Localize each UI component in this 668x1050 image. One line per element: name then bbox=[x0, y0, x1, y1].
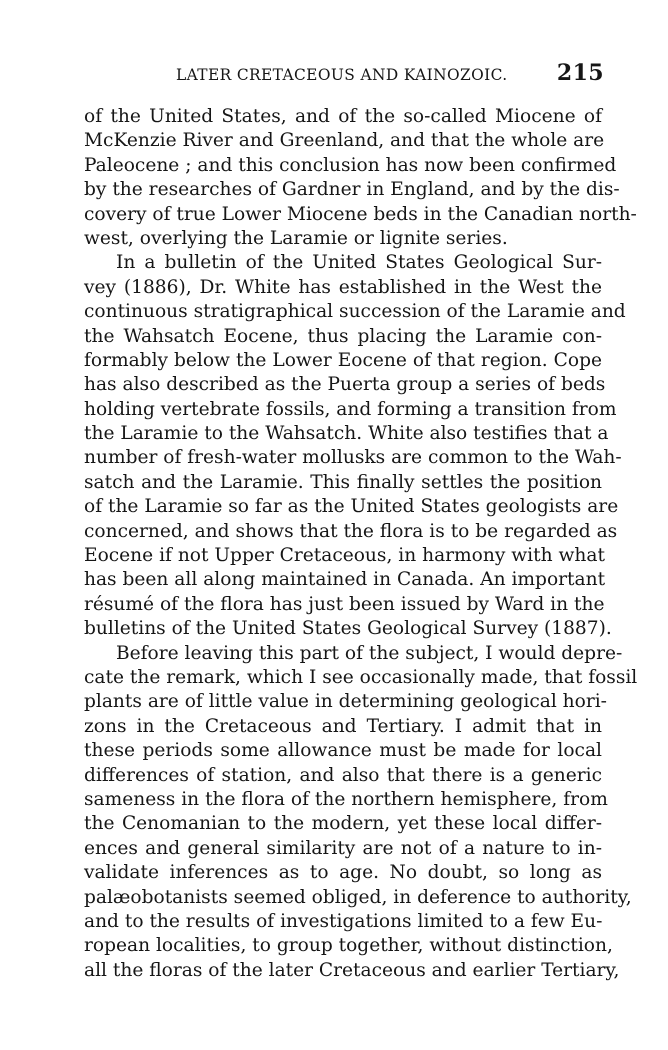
text-line: Paleocene ; and this conclusion has now been confirmed bbox=[84, 154, 617, 176]
text-line: sameness in the flora of the northern hemisphere, from bbox=[84, 788, 608, 810]
text-line: by the researches of Gardner in England, and by the dis- bbox=[84, 179, 620, 201]
text-line: the Cenomanian to the modern, yet these local differ- bbox=[84, 813, 602, 835]
text-line: differences of station, and also that there is a generic bbox=[84, 764, 602, 786]
text-line: covery of true Lower Miocene beds in the Canadian north- bbox=[84, 203, 637, 225]
text-line: of the Laramie so far as the United States geologists are bbox=[84, 496, 619, 518]
text-line: validate inferences as to age. No doubt, so long as bbox=[84, 862, 602, 884]
text-line: has been all along maintained in Canada. An important bbox=[84, 569, 606, 591]
text-line: formably below the Lower Eocene of that region. Cope bbox=[84, 349, 602, 371]
text-line: all the floras of the later Cretaceous and earlier Tertiary, bbox=[84, 959, 620, 981]
text-line: satch and the Laramie. This finally settles the position bbox=[84, 471, 602, 493]
text-line: Before leaving this part of the subject, I would depre- bbox=[116, 642, 623, 664]
text-line: concerned, and shows that the flora is to be regarded as bbox=[84, 520, 618, 542]
page-number: 215 bbox=[556, 60, 604, 86]
text-line: the Laramie to the Wahsatch. White also testifies that a bbox=[84, 423, 609, 445]
text-line: ences and general similarity are not of a nature to in- bbox=[84, 837, 602, 859]
text-line: zons in the Cretaceous and Tertiary. I admit that in bbox=[84, 715, 602, 737]
text-line: holding vertebrate fossils, and forming a transition from bbox=[84, 398, 617, 420]
text-line: palæobotanists seemed obliged, in deference to authority, bbox=[84, 886, 632, 908]
text-line: and to the results of investigations limited to a few Eu- bbox=[84, 910, 603, 932]
text-line: vey (1886), Dr. White has established in the West the bbox=[84, 276, 602, 298]
text-line: In a bulletin of the United States Geological Sur- bbox=[116, 252, 602, 274]
text-line: Eocene if not Upper Cretaceous, in harmony with what bbox=[84, 545, 605, 567]
text-line: the Wahsatch Eocene, thus placing the Laramie con- bbox=[84, 325, 602, 347]
text-line: these periods some allowance must be made for local bbox=[84, 740, 602, 762]
text-line: number of fresh-water mollusks are common to the Wah- bbox=[84, 447, 622, 469]
text-line: résumé of the flora has just been issued by Ward in the bbox=[84, 593, 605, 615]
text-line: continuous stratigraphical succession of the Laramie and bbox=[84, 301, 626, 323]
running-title: LATER CRETACEOUS AND KAINOZOIC. bbox=[176, 66, 508, 84]
text-line: of the United States, and of the so-called Miocene of bbox=[84, 106, 602, 127]
text-line: has also described as the Puerta group a series of beds bbox=[84, 374, 606, 396]
text-line: McKenzie River and Greenland, and that the whole are bbox=[84, 130, 605, 152]
text-line: bulletins of the United States Geological Survey (1887). bbox=[84, 618, 612, 640]
text-line: plants are of little value in determining geological hori- bbox=[84, 691, 607, 713]
text-line: cate the remark, which I see occasionally made, that fossil bbox=[84, 666, 638, 688]
text-line: ropean localities, to group together, without distinction, bbox=[84, 935, 613, 957]
body-text bbox=[84, 105, 638, 983]
text-line: west, overlying the Laramie or lignite series. bbox=[84, 227, 508, 249]
running-head bbox=[84, 60, 604, 90]
